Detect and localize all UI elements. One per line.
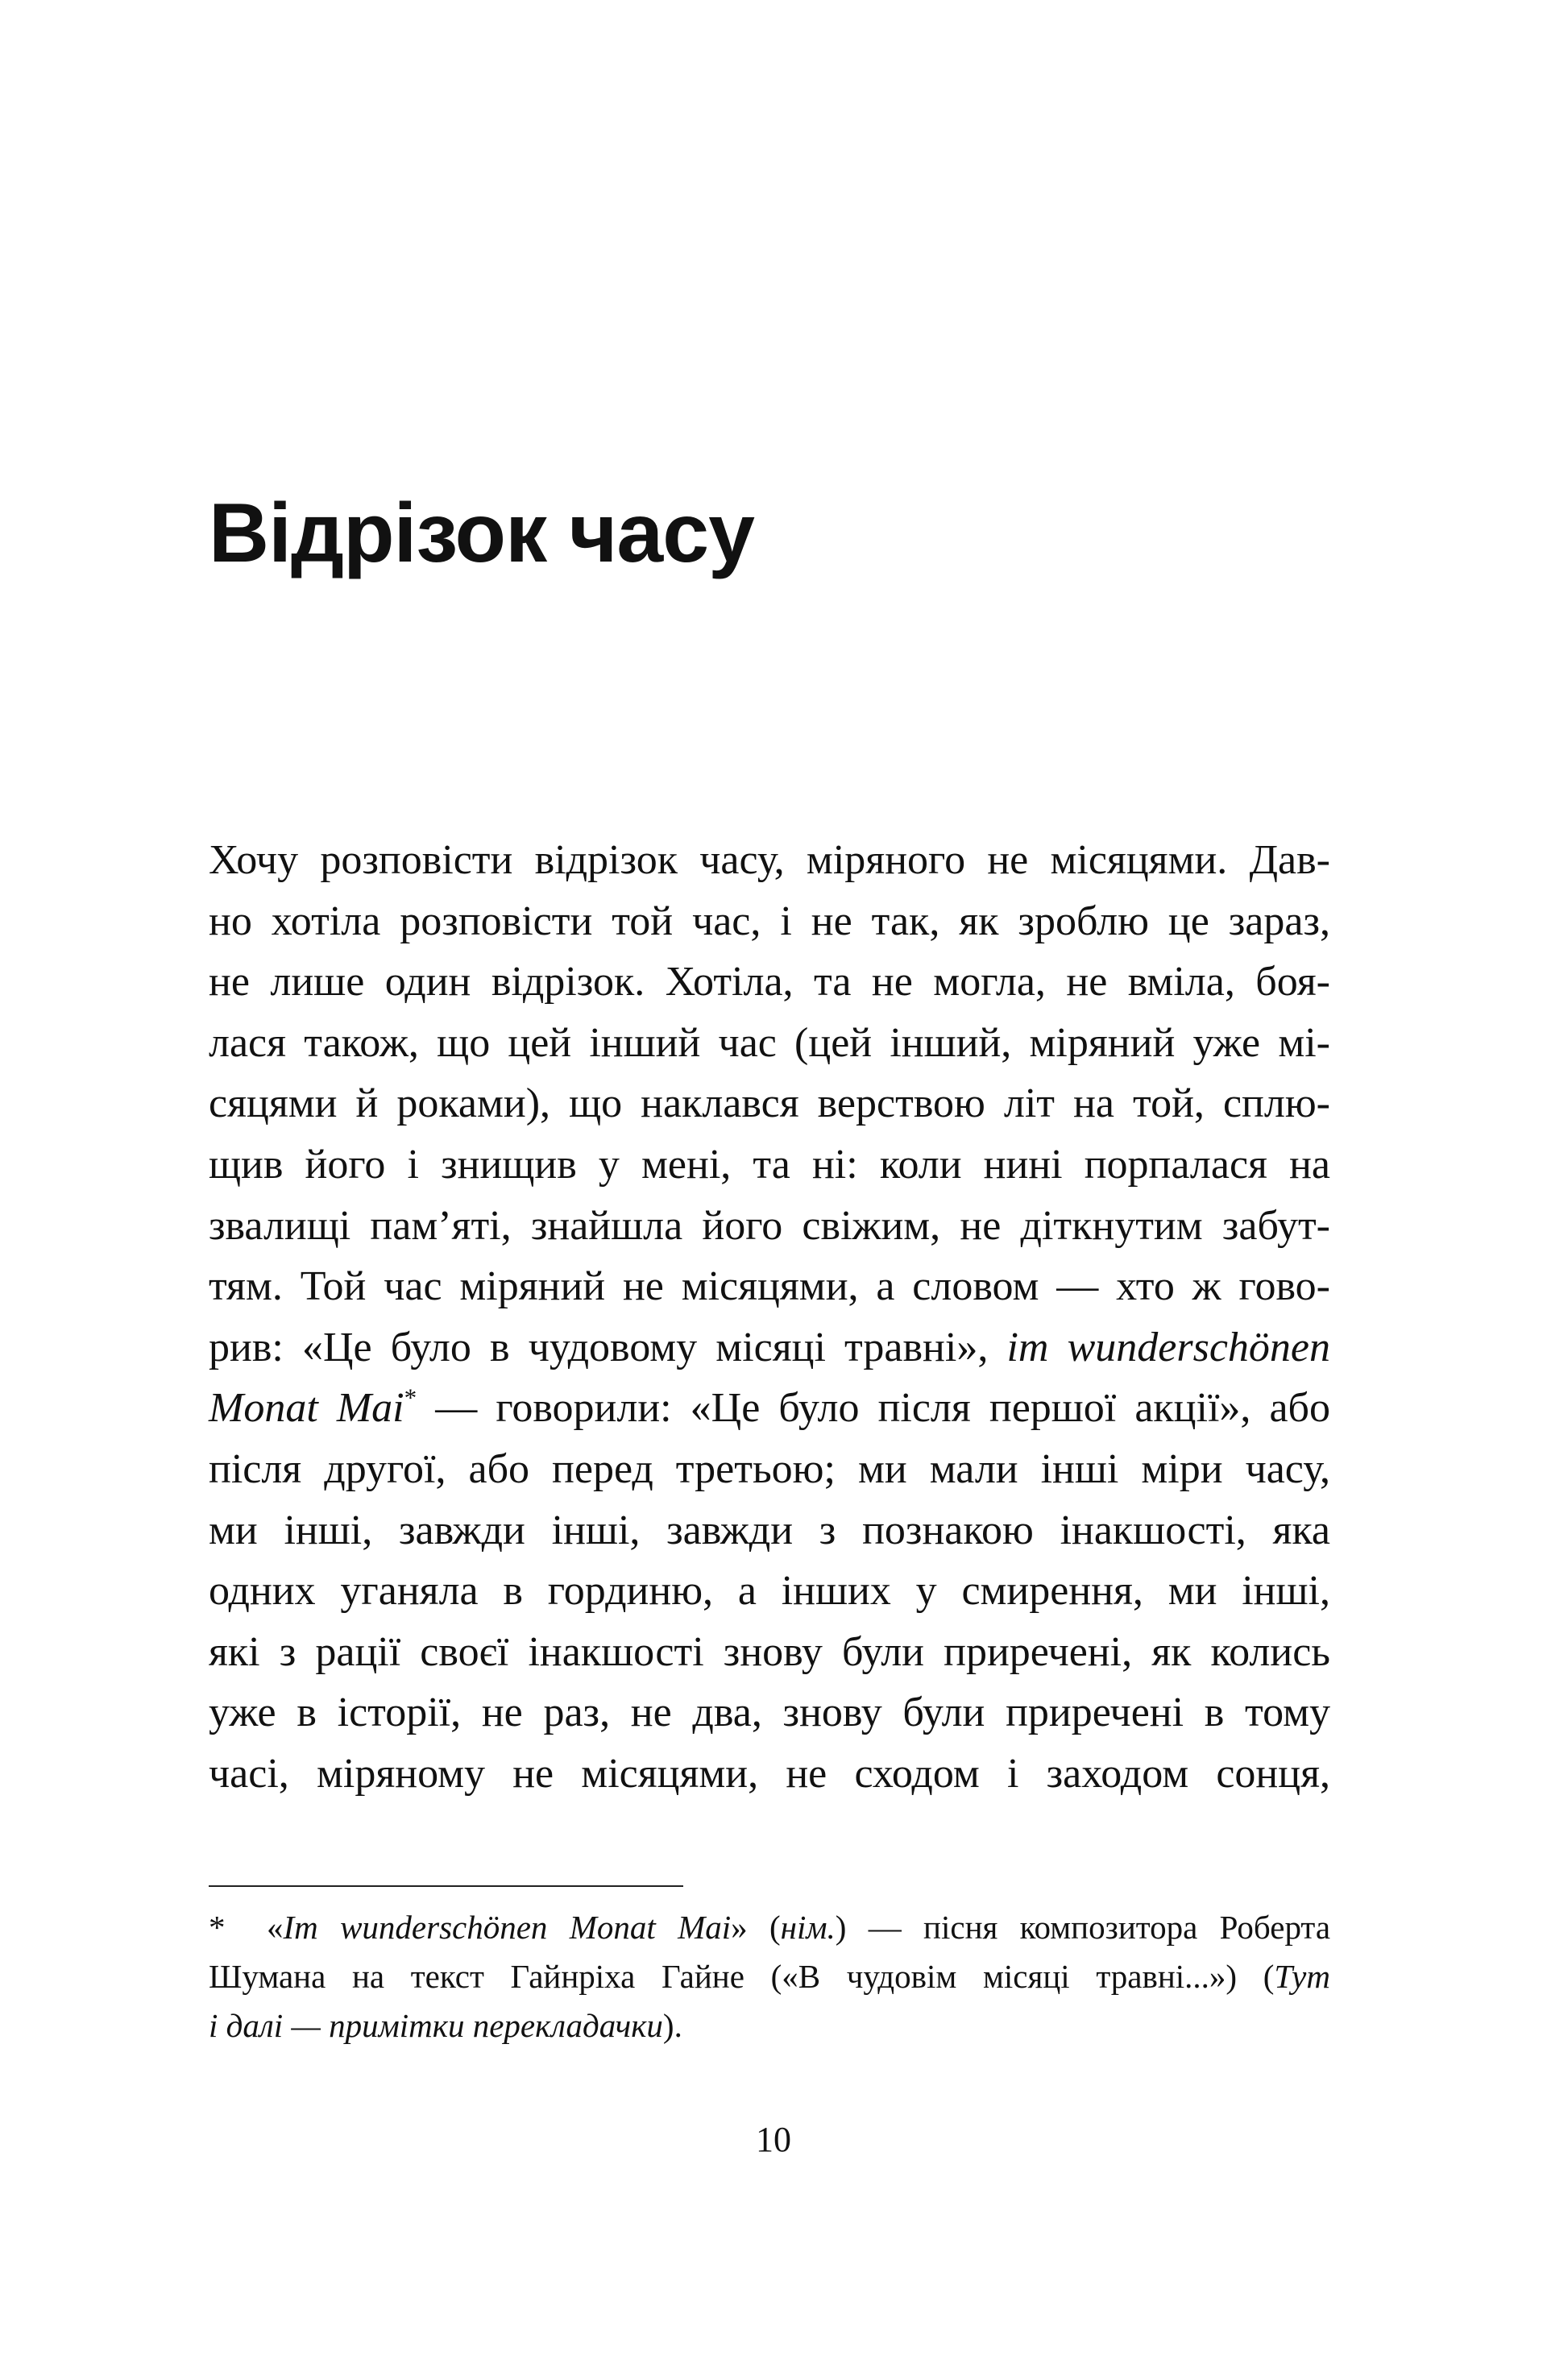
text-line	[209, 952, 1330, 1013]
footnote	[209, 1903, 1330, 2050]
text-line	[209, 1378, 1330, 1439]
text-segment: тям. Той час міряний не місяцями, а словом — хто ж гово-	[209, 1263, 1330, 1310]
italic-text: Тут	[1274, 1958, 1330, 1995]
text-line	[209, 1013, 1330, 1074]
text-line	[209, 891, 1330, 952]
italic-text: нім.	[780, 1909, 836, 1946]
text-line	[209, 1561, 1330, 1622]
text-segment: ) — пісня композитора Роберта	[835, 1909, 1331, 1946]
text-segment: уже в історії, не раз, не два, знову були приречені в тому	[209, 1690, 1330, 1736]
text-segment: но хотіла розповісти той час, і не так, як зроблю це зараз,	[209, 898, 1330, 944]
text-segment: Шумана на текст Гайнріха Гайне («В чудовім місяці травні...») (	[209, 1958, 1275, 1995]
text-line	[209, 830, 1330, 891]
text-segment: ).	[662, 2007, 682, 2044]
text-segment: рив: «Це було в чудовому місяці травні»,	[209, 1324, 1007, 1370]
italic-text: Monat Mai	[209, 1385, 404, 1432]
page-number: 10	[756, 2120, 791, 2159]
text-line	[209, 1500, 1330, 1561]
text-line	[209, 1622, 1330, 1683]
text-segment: Хочу розповісти відрізок часу, міряного не місяцями. Дав-	[209, 837, 1330, 883]
italic-text: і далі — примітки перекладачки	[209, 2007, 663, 2044]
text-segment: » (	[731, 1909, 781, 1946]
footnote-line	[209, 1952, 1330, 2001]
footnote-divider	[209, 1885, 683, 1887]
text-segment: після другої, або перед третьою; ми мали інші міри часу,	[209, 1445, 1330, 1492]
body-paragraph	[209, 830, 1330, 1805]
text-segment: «	[267, 1909, 284, 1946]
footnote-line	[209, 2001, 1330, 2050]
text-segment: щив його і знищив у мені, та ні: коли нині порпалася на	[209, 1141, 1330, 1188]
italic-text: im wunderschönen	[1006, 1324, 1330, 1370]
text-line	[209, 1134, 1330, 1196]
text-line	[209, 1196, 1330, 1257]
footnote-line	[209, 1903, 1330, 1952]
text-segment: не лише один відрізок. Хотіла, та не могла, не вміла, боя-	[209, 959, 1330, 1005]
text-segment: звалищі пам’яті, знайшла його свіжим, не діткнутим забут-	[209, 1202, 1330, 1249]
italic-text: Im wunderschönen Monat Mai	[283, 1909, 732, 1946]
footnote-marker: *	[209, 1909, 226, 1946]
text-line	[209, 1317, 1330, 1379]
text-segment: лася також, що цей інший час (цей інший, міряний уже мі-	[209, 1019, 1330, 1066]
text-line	[209, 1256, 1330, 1317]
text-line	[209, 1682, 1330, 1744]
text-segment: одних уганяла в гординю, а інших у смирення, ми інші,	[209, 1568, 1330, 1615]
text-segment: які з рації своєї інакшості знову були приречені, як колись	[209, 1628, 1330, 1675]
text-line	[209, 1073, 1330, 1134]
text-segment: ми інші, завжди інші, завжди з познакою інакшості, яка	[209, 1507, 1330, 1553]
text-segment: сяцями й роками), що наклався верствою літ на той, сплю-	[209, 1080, 1330, 1127]
text-segment: часі, міряному не місяцями, не сходом і заходом сонця,	[209, 1750, 1330, 1797]
chapter-title: Відрізок часу	[209, 487, 754, 580]
text-line	[209, 1439, 1330, 1500]
text-line	[209, 1744, 1330, 1805]
text-segment: — говорили: «Це було після першої акції», або	[417, 1385, 1330, 1432]
footnote-reference[interactable]: *	[404, 1383, 417, 1412]
